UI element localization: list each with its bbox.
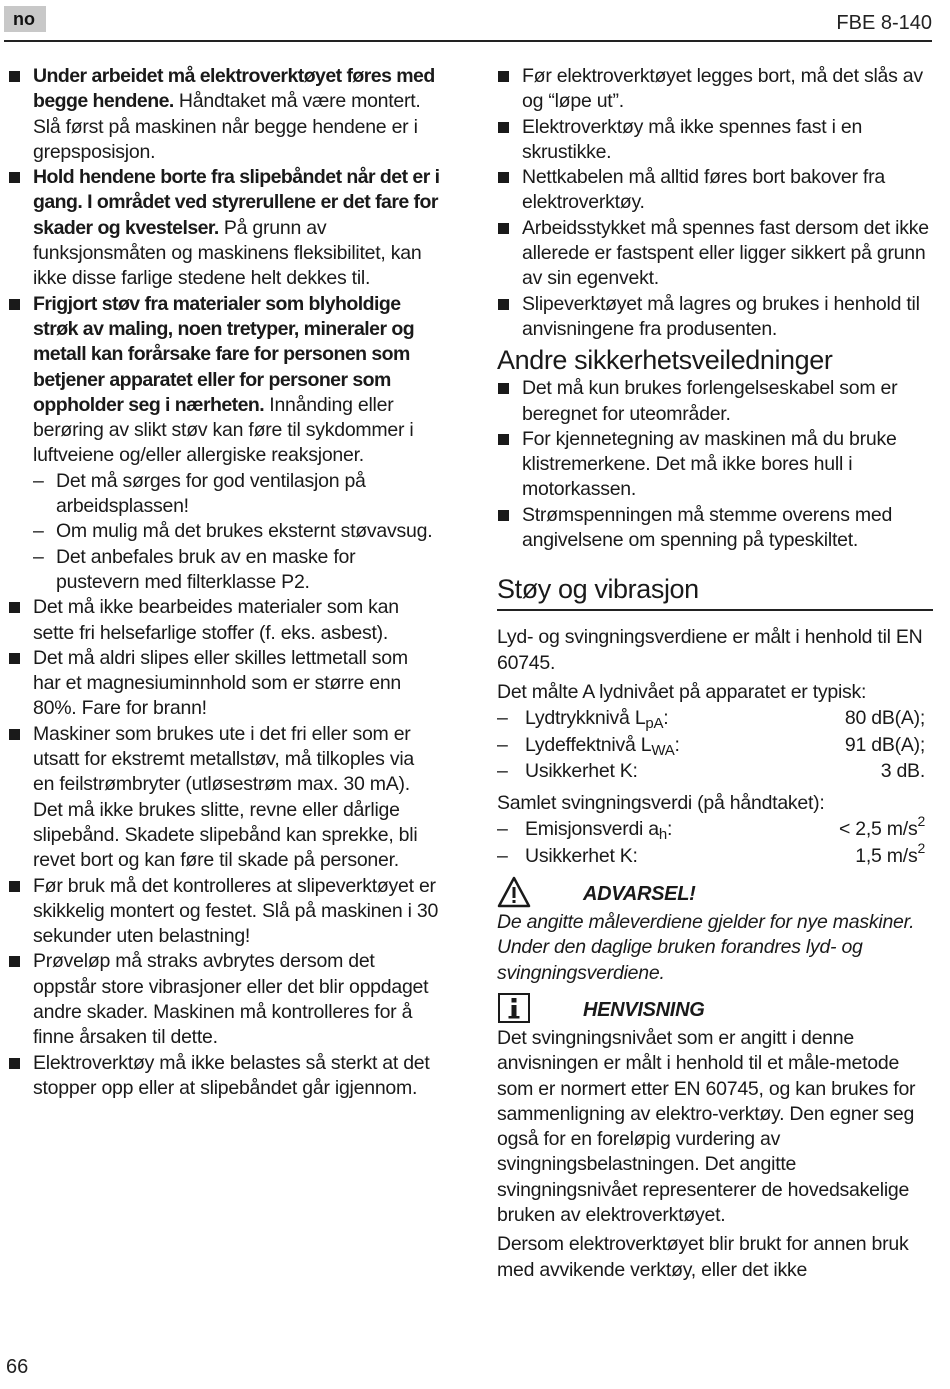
dash-item: – Om mulig må det brukes eksternt støvavsug. xyxy=(8,519,440,544)
list-item: Det må ikke bearbeides materialer som kan sette fri helsefarlige stoffer (f. eks. asbest). xyxy=(8,595,440,646)
notice-title: HENVISNING xyxy=(583,998,705,1021)
spec-value: 80 dB(A); xyxy=(844,707,925,730)
list-item xyxy=(8,64,440,165)
notice-text: Det svingningsnivået som er angitt i denne anvisningen er målt i henhold til et måle-metode som er normert etter EN 60745, og kan brukes for sammenligning av elektro-verktøy. Den egner seg også for en foreløpig vurdering av svingningsbelastningen. Det angitte svingningsnivået representerer de hovedsakelige bruken av elektroverktøyet. xyxy=(497,1026,916,1226)
warning-triangle-icon xyxy=(497,876,531,908)
dash-icon: – xyxy=(497,818,508,841)
dash-item: – Det må sørges for god ventilasjon på arbeidsplassen! xyxy=(33,469,366,518)
spec-value: 91 dB(A); xyxy=(844,733,925,756)
closing-text: Dersom elektroverktøyet blir brukt for annen bruk med avvikende verktøy, eller det ikke xyxy=(497,1233,909,1281)
list-item: Prøveløp må straks avbrytes dersom det oppstår store vibrasjoner eller det blir oppdaget andre skader. Maskinen må kontrolleres for å finne årsaken til dette. xyxy=(8,949,440,1050)
notice-header xyxy=(497,992,933,1026)
list-item: Det må aldri slipes eller skilles lettmetall som har et magnesiuminnhold som er større enn 80%. Fare for brann! xyxy=(8,646,440,722)
spec-value: 1,5 $m/s^2$ xyxy=(855,839,925,867)
list-item: Elektroverktøy må ikke belastes så sterkt at det stopper opp eller at slipebåndet går igjennom. xyxy=(8,1051,440,1102)
list-item: Elektroverktøy må ikke spennes fast i en skrustikke. xyxy=(497,115,933,166)
spec-value: 3 dB. xyxy=(880,760,925,783)
model-name: FBE 8-140 xyxy=(836,12,932,34)
list-item: Det må kun brukes forlengelseskabel som er beregnet for uteområder. xyxy=(497,376,933,427)
spec-value: < 2,5 $m/s^2$ xyxy=(838,813,925,841)
warning-title: ADVARSEL! xyxy=(583,883,696,906)
spec-label: Lydeffektnivå $L_{WA}$: xyxy=(525,733,680,759)
spec-label: Usikkerhet K: xyxy=(525,844,638,867)
safety-text: På grunn av funksjonsmåten og maskinens fleksibilitet, kan ikke disse farlige stedene helt dekkes til. xyxy=(33,216,422,290)
warning-text: De angitte måleverdiene gjelder for nye maskiner. Under den daglige bruken forandres lyd- og svingningsverdiene. xyxy=(497,911,915,984)
header-rule xyxy=(4,40,932,42)
noise-level-intro: Det målte A lydnivået på apparatet er typisk: xyxy=(497,680,867,703)
dash-icon: – xyxy=(497,844,508,867)
list-item: Nettkabelen må alltid føres bort bakover fra elektroverktøy. xyxy=(497,165,933,216)
left-column xyxy=(8,64,440,1101)
section-heading-noise: Støy og vibrasjon xyxy=(497,573,933,611)
spec-row xyxy=(497,813,933,844)
spec-label: Lydtrykknivå $L_{pA}$: xyxy=(525,707,669,733)
spec-row xyxy=(497,706,933,733)
list-item: Strømspenningen må stemme overens med angivelsene om spenning på typeskiltet. xyxy=(497,503,933,554)
safety-bold-text: Hold hendene borte fra slipebåndet når det er i gang. I området ved styrerullene er det fare for skader og kvestelser. xyxy=(33,166,440,239)
dash-icon: – xyxy=(497,760,508,783)
dash-icon: – xyxy=(33,520,44,543)
list-item: For kjennetegning av maskinen må du bruke klistremerkene. Det må ikke bores hull i motorkassen. xyxy=(497,427,933,503)
dash-icon: – xyxy=(33,545,44,568)
safety-bold-text: Under arbeidet må elektroverktøyet føres med begge hendene. xyxy=(33,65,435,113)
section-heading-other-safety: Andre sikkerhetsveiledninger xyxy=(497,345,833,376)
spec-label: Emisjonsverdi $a_h$: xyxy=(525,818,673,844)
warning-header xyxy=(497,876,933,910)
page-number: 66 xyxy=(6,1356,29,1378)
dash-item: – Det anbefales bruk av en maske for pustevern med filterklasse P2. xyxy=(33,545,356,593)
right-column xyxy=(497,64,933,1287)
safety-text: Innånding eller berøring av slikt støv kan føre til sykdommer i luftveiene og/eller allergiske reaksjoner. xyxy=(33,393,414,467)
dash-icon: – xyxy=(497,707,508,730)
spec-row xyxy=(497,759,933,786)
safety-text: Håndtaket må være montert. Slå først på maskinen når begge hendene er i grepsposisjon. xyxy=(33,90,421,163)
dash-icon: – xyxy=(497,733,508,756)
list-item xyxy=(8,292,440,469)
noise-intro: Lyd- og svingningsverdiene er målt i henhold til EN 60745. xyxy=(497,626,923,674)
list-item: Før bruk må det kontrolleres at slipeverktøyet er skikkelig montert og festet. Slå på maskinen i 30 sekunder uten belastning! xyxy=(8,874,440,950)
safety-bold-text: Frigjort støv fra materialer som blyholdige strøk av maling, noen tretyper, mineraler og metall kan forårsake fare for personen som betjener apparatet eller for personer som oppholder seg i nærheten. xyxy=(33,292,415,416)
info-icon xyxy=(497,992,531,1024)
vibration-intro: Samlet svingningsverdi (på håndtaket): xyxy=(497,791,825,814)
list-item: Slipeverktøyet må lagres og brukes i henhold til anvisningene fra produsenten. xyxy=(497,292,933,343)
spec-row xyxy=(497,839,933,871)
list-item: Maskiner som brukes ute i det fri eller som er utsatt for ekstremt metallstøv, må tilkoples via en feilstrømbryter (utløsestrøm max. 30 mA). Det må ikke brukes slitte, revne eller dårlige slipebånd. Skadete slipebånd kan sprekke, bli revet bort og kan føre til skade på personer. xyxy=(8,722,440,874)
list-item xyxy=(8,165,440,291)
list-item: Før elektroverktøyet legges bort, må det slås av og “løpe ut”. xyxy=(497,64,933,115)
dash-icon: – xyxy=(33,469,44,492)
list-item: Arbeidsstykket må spennes fast dersom det ikke allerede er fastspent eller ligger sikkert på grunn av sin egenvekt. xyxy=(497,216,933,292)
spec-label: Usikkerhet K: xyxy=(525,760,638,783)
spec-row xyxy=(497,733,933,760)
language-tag: no xyxy=(4,6,46,32)
